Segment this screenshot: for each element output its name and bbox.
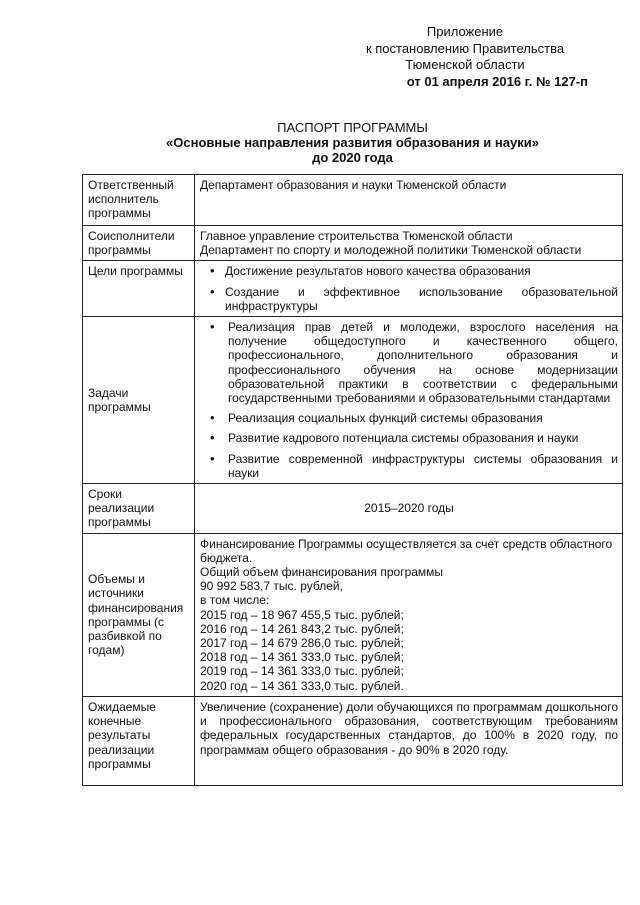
table-row-tasks — [83, 317, 623, 484]
appendix-date-number: от 01 апреля 2016 г. № 127-п — [406, 73, 588, 89]
bullet-icon: • — [210, 283, 215, 299]
title-line-1: ПАСПОРТ ПРОГРАММЫ — [277, 120, 428, 135]
funding-year-2019: 2019 год – 14 361 333,0 тыс. рублей; — [200, 664, 404, 679]
bullet-icon: • — [210, 450, 215, 466]
list-item: • Развитие кадрового потенциала системы образования и науки — [210, 430, 579, 446]
funding-year-2020: 2020 год – 14 361 333,0 тыс. рублей. — [200, 678, 404, 693]
appendix-line-1: Приложение — [426, 24, 504, 39]
table-row-goals — [83, 261, 623, 317]
table-row-terms — [83, 484, 623, 534]
funding-year-2018: 2018 год – 14 361 333,0 тыс. рублей; — [200, 650, 404, 665]
list-item: • Достижение результатов нового качества образования — [210, 263, 531, 279]
bullet-icon: • — [210, 410, 215, 426]
passport-table — [82, 174, 623, 786]
appendix-line-2: к постановлению Правительства — [365, 40, 565, 56]
tasks-value — [195, 317, 623, 484]
results-label: Ожидаемые конечные результаты реализации программы — [83, 696, 195, 785]
bullet-icon: • — [210, 263, 215, 279]
coexecutor-2: Департамент по спорту и молодежной политики Тюменской области — [200, 243, 582, 258]
goals-list — [200, 264, 618, 313]
funding-year-2017: 2017 год – 14 679 286,0 тыс. рублей; — [200, 636, 404, 651]
table-row-results — [83, 696, 623, 785]
funding-intro: Финансирование Программы осуществляется за счет средств областного бюджета. — [200, 536, 613, 565]
list-item: • Реализация прав детей и молодежи, взрослого населения на получение общедоступного и качественного общего, профессионального, дополнительного образования и профессионального обучения на основе модернизации образовательной практики в соответствии с федеральными государственными требованиями и образовательными стандартами — [210, 319, 618, 406]
funding-year-2016: 2016 год – 14 261 843,2 тыс. рублей; — [200, 621, 404, 636]
list-item: • Реализация социальных функций системы образования — [210, 410, 543, 426]
funding-total-label: Общий объем финансирования программы — [200, 565, 444, 580]
goals-value — [195, 261, 623, 317]
terms-label: Сроки реализации программы — [83, 484, 195, 534]
executor-value: Департамент образования и науки Тюменской области — [195, 175, 623, 226]
bullet-icon: • — [210, 319, 215, 335]
terms-value: 2015–2020 годы — [195, 484, 623, 534]
list-item: • Создание и эффективное использование образовательной инфраструктуры — [210, 283, 618, 313]
funding-value — [195, 533, 623, 696]
goals-label: Цели программы — [83, 261, 195, 317]
title-line-2: «Основные направления развития образования и науки» — [166, 135, 539, 150]
results-value: Увеличение (сохранение) доли обучающихся по программам дошкольного и профессионального образования, соответствующим требованиям федеральных государственных стандартов, до 100% в 2020 году, по программам общего образования - до 90% в 2020 году. — [195, 696, 623, 785]
table-row-coexecutors — [83, 226, 623, 261]
title-line-3: до 2020 года — [312, 150, 393, 165]
funding-total-value: 90 992 583,7 тыс. рублей, — [200, 579, 343, 594]
coexecutors-label: Соисполнители программы — [83, 226, 195, 261]
funding-label: Объемы и источники финансирования программы (с разбивкой по годам) — [83, 533, 195, 696]
funding-year-2015: 2015 год – 18 967 455,5 тыс. рублей; — [200, 607, 404, 622]
funding-including: в том числе: — [200, 593, 270, 608]
appendix-line-3: Тюменской области — [405, 57, 525, 72]
table-row-executor — [83, 175, 623, 226]
tasks-label: Задачи программы — [83, 317, 195, 484]
list-item: • Развитие современной инфраструктуры системы образования и науки — [210, 450, 618, 480]
coexecutor-1: Главное управление строительства Тюменской области — [200, 229, 513, 243]
bullet-icon: • — [210, 430, 215, 446]
executor-label: Ответственный исполнитель программы — [83, 175, 195, 226]
tasks-list — [200, 320, 618, 480]
document-title — [80, 120, 625, 165]
table-row-funding — [83, 533, 623, 696]
appendix-header — [330, 24, 600, 90]
coexecutors-value — [195, 226, 623, 261]
